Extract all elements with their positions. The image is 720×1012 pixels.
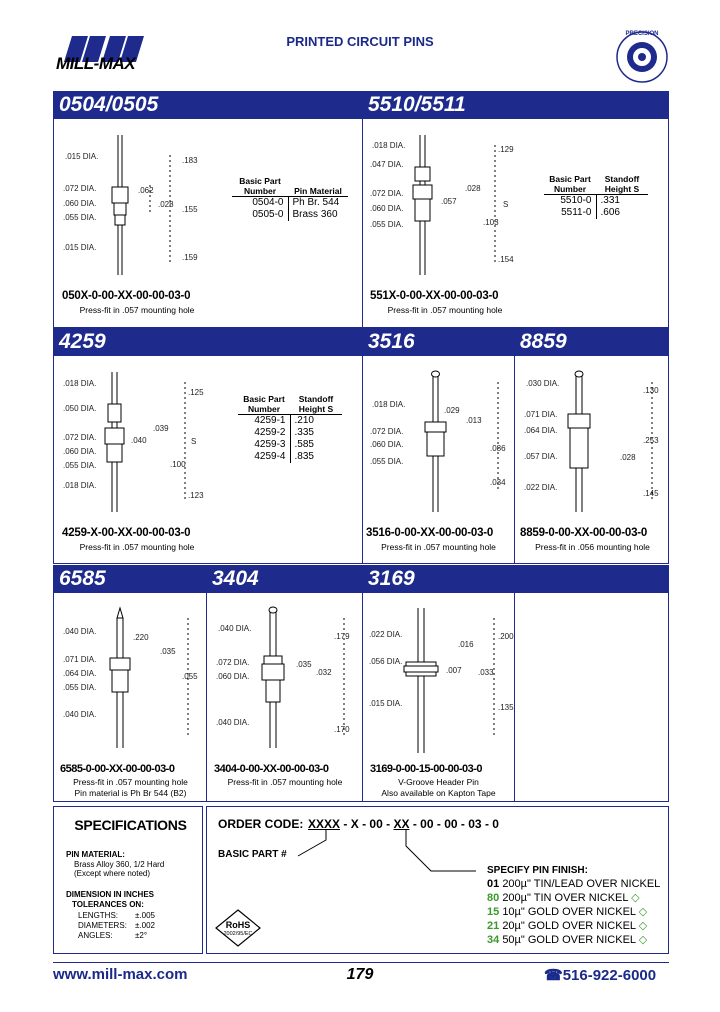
dim-label: .029 xyxy=(444,406,460,415)
dim-label: .034 xyxy=(490,478,506,487)
dim-label: .145 xyxy=(643,489,659,498)
dim-label: .062 xyxy=(138,186,154,195)
value-cell: Brass 360 xyxy=(292,209,338,220)
dim-label: .100 xyxy=(170,460,186,469)
row3-divider xyxy=(362,565,363,802)
dim-label: .040 DIA. xyxy=(218,624,252,633)
pin-material-label: PIN MATERIAL: xyxy=(66,850,125,859)
tolerance-name: ANGLES: xyxy=(78,931,113,940)
dim-label: .072 DIA. xyxy=(63,433,97,442)
dim-label: .055 DIA. xyxy=(370,457,404,466)
code-finish: XX xyxy=(393,817,410,831)
part-cell: 4259-2 xyxy=(238,427,290,439)
dim-label: .072 DIA. xyxy=(63,184,97,193)
finish-code: 01 xyxy=(487,878,500,890)
mounting-note: Press-fit in .057 mounting hole xyxy=(79,542,195,552)
seal-text: PRECISION xyxy=(625,31,659,37)
tolerance-value: ±.005 xyxy=(135,911,155,920)
part-cell: 4259-3 xyxy=(238,439,290,451)
code-sep: - xyxy=(386,817,391,831)
dim-label: .200 xyxy=(498,632,514,641)
mounting-note: Press-fit in .056 mounting hole xyxy=(535,542,650,552)
mounting-note: Press-fit in .057 mounting hole xyxy=(227,777,343,787)
dim-label: .007 xyxy=(446,666,462,675)
dim-label: .123 xyxy=(188,491,204,500)
section-header-3404: 3404 xyxy=(206,565,362,593)
pin-material-line: Brass Alloy 360, 1/2 Hard xyxy=(74,860,165,869)
dim-label: .055 DIA. xyxy=(63,683,97,692)
dim-label: .022 DIA. xyxy=(369,630,403,639)
dim-label: .072 DIA. xyxy=(216,658,250,667)
code-part: 03 xyxy=(468,817,482,831)
header-note: V-Groove Header Pin xyxy=(398,777,479,787)
part-cell: 5510-0 xyxy=(544,195,596,208)
part-number: 4259-X-00-XX-00-00-03-0 xyxy=(62,527,191,539)
section-header-3516: 3516 xyxy=(362,328,514,356)
value-cell: .606 xyxy=(600,207,620,218)
tolerance-value: ±.002 xyxy=(135,921,155,930)
section-header-3169: 3169 xyxy=(362,565,669,593)
part-cell: 4259-4 xyxy=(238,451,290,463)
table-0504 xyxy=(232,176,348,221)
order-code-label: ORDER CODE: xyxy=(218,817,304,831)
kapton-note: Also available on Kapton Tape xyxy=(381,788,496,798)
mounting-note: Press-fit in .057 mounting hole xyxy=(79,305,195,315)
dim-label: .055 DIA. xyxy=(63,461,97,470)
dim-label: .064 DIA. xyxy=(63,669,97,678)
code-part: 0 xyxy=(492,817,499,831)
dim-label: .071 DIA. xyxy=(63,655,97,664)
code-sep: - xyxy=(412,817,417,831)
finish-desc: 50µ" GOLD OVER NICKEL xyxy=(502,934,636,946)
part-number: 050X-0-00-XX-00-00-03-0 xyxy=(62,290,191,302)
dim-label: .040 xyxy=(131,436,147,445)
dim-label: .057 DIA. xyxy=(524,452,558,461)
dim-label: .170 xyxy=(334,725,350,734)
row2-divider xyxy=(514,328,515,564)
finish-row xyxy=(487,877,660,891)
dim-label: .039 xyxy=(153,424,169,433)
finish-row xyxy=(487,905,660,919)
finish-row xyxy=(487,919,660,933)
dim-label: .015 DIA. xyxy=(65,152,99,161)
pin-drawing-3169 xyxy=(368,598,518,758)
section-header-8859: 8859 xyxy=(514,328,669,356)
col-header: Basic Part Number xyxy=(238,394,290,415)
dim-label: .056 DIA. xyxy=(369,657,403,666)
dim-label: .060 DIA. xyxy=(63,199,97,208)
tolerance-name: DIAMETERS: xyxy=(78,921,127,930)
dim-label: .155 xyxy=(182,205,198,214)
dimension-label: DIMENSION IN INCHES xyxy=(66,890,155,899)
value-cell: .585 xyxy=(294,439,314,450)
finish-desc: 200µ" TIN/LEAD OVER NICKEL xyxy=(502,878,661,890)
code-sep: - xyxy=(436,817,441,831)
tolerance-name: LENGTHS: xyxy=(78,911,119,920)
page-title: PRINTED CIRCUIT PINS xyxy=(286,34,434,49)
pin-drawing-3516 xyxy=(368,362,508,512)
dim-label: .028 xyxy=(158,200,174,209)
table-row xyxy=(238,439,342,451)
tolerance-value: ±2° xyxy=(135,931,148,940)
rohs-diamond-icon: ◇ xyxy=(638,934,648,946)
finish-code: 21 xyxy=(487,920,500,932)
table-row xyxy=(232,209,348,221)
footer-rule xyxy=(53,962,669,963)
rohs-diamond-icon: ◇ xyxy=(638,920,648,932)
table-row xyxy=(238,427,342,439)
dim-label: .055 DIA. xyxy=(63,213,97,222)
code-sep: - xyxy=(460,817,465,831)
dim-label: .040 DIA. xyxy=(63,710,97,719)
rohs-sub: 2002/95/EC xyxy=(223,931,253,937)
part-cell: 0504-0 xyxy=(232,197,288,210)
material-note: Pin material is Ph Br 544 (B2) xyxy=(74,788,187,798)
value-cell: Ph Br. 544 xyxy=(292,197,340,208)
col-header: Basic Part Number xyxy=(232,176,288,197)
dim-label: .015 DIA. xyxy=(369,699,403,708)
value-cell: .335 xyxy=(294,427,314,438)
finish-label: SPECIFY PIN FINISH: xyxy=(487,865,588,876)
part-number: 551X-0-00-XX-00-00-03-0 xyxy=(370,290,499,302)
rohs-diamond-icon: ◇ xyxy=(638,906,648,918)
col-header: Basic Part Number xyxy=(544,174,596,195)
rohs-badge xyxy=(214,908,262,948)
dim-label: .040 DIA. xyxy=(216,718,250,727)
dim-label: .013 xyxy=(466,416,482,425)
dim-label: .060 DIA. xyxy=(63,447,97,456)
dim-label: .055 DIA. xyxy=(370,220,404,229)
code-sep: - xyxy=(484,817,489,831)
finish-code: 80 xyxy=(487,892,500,904)
table-5510 xyxy=(544,174,648,219)
part-cell: 0505-0 xyxy=(232,209,288,221)
section-header-0504: 0504/0505 xyxy=(53,91,362,119)
dim-label: .179 xyxy=(334,632,350,641)
code-part: 00 xyxy=(444,817,458,831)
finish-code: 15 xyxy=(487,906,500,918)
dim-label: .050 DIA. xyxy=(63,404,97,413)
logo-text: MILL-MAX xyxy=(56,54,136,73)
code-part: X xyxy=(350,817,359,831)
finish-list xyxy=(487,877,660,947)
part-number: 6585-0-00-XX-00-00-03-0 xyxy=(60,763,175,775)
basic-part-label: BASIC PART # xyxy=(218,849,287,860)
table-row xyxy=(232,197,348,210)
code-basic-part: XXXX xyxy=(308,817,341,831)
phone-icon: ☎ xyxy=(544,967,563,984)
col-header: Standoff Height S xyxy=(596,174,648,195)
dim-label: .055 xyxy=(182,672,198,681)
dim-label: .015 DIA. xyxy=(63,243,97,252)
page-number: 179 xyxy=(346,966,374,983)
table-row xyxy=(238,415,342,428)
dim-label: .032 xyxy=(316,668,332,677)
dim-label: .072 DIA. xyxy=(370,189,404,198)
value-cell: .835 xyxy=(294,451,314,462)
dim-label: .130 xyxy=(643,386,659,395)
phone-number: 516-922-6000 xyxy=(562,967,657,984)
dim-label: .018 DIA. xyxy=(63,481,97,490)
mounting-note: Press-fit in .057 mounting hole xyxy=(387,305,503,315)
finish-desc: 10µ" GOLD OVER NICKEL xyxy=(502,906,636,918)
section-header-6585: 6585 xyxy=(53,565,206,593)
table-row xyxy=(238,451,342,463)
pin-material-line: (Except where noted) xyxy=(74,869,151,878)
section-header-5510: 5510/5511 xyxy=(362,91,669,119)
dim-label: .040 DIA. xyxy=(63,627,97,636)
dim-label: .253 xyxy=(643,436,659,445)
dim-label: .018 DIA. xyxy=(372,141,406,150)
row1-divider xyxy=(362,91,363,328)
dim-label: .071 DIA. xyxy=(524,410,558,419)
table-row xyxy=(544,207,648,219)
value-cell: .210 xyxy=(294,415,314,426)
dim-label: .016 xyxy=(458,640,474,649)
dim-label: .060 DIA. xyxy=(370,204,404,213)
dim-label: .060 DIA. xyxy=(216,672,250,681)
mounting-note: Press-fit in .057 mounting hole xyxy=(73,777,188,787)
dim-label: .220 xyxy=(133,633,149,642)
dim-label: .125 xyxy=(188,388,204,397)
dim-label: .028 xyxy=(620,453,636,462)
table-row xyxy=(544,195,648,208)
footer-phone xyxy=(544,966,656,984)
dim-label: .035 xyxy=(160,647,176,656)
dim-label: .057 xyxy=(441,197,457,206)
rohs-title: RoHS xyxy=(225,920,251,930)
dim-label: .154 xyxy=(498,255,514,264)
dim-label: .060 DIA. xyxy=(370,440,404,449)
dim-label: .030 DIA. xyxy=(526,379,560,388)
mounting-note: Press-fit in .057 mounting hole xyxy=(381,542,496,552)
precision-seal xyxy=(615,30,669,84)
code-sep: - xyxy=(362,817,367,831)
dim-label: .129 xyxy=(498,145,514,154)
dim-label: S xyxy=(191,437,197,446)
col-header: Standoff Height S xyxy=(290,394,342,415)
dim-label: .183 xyxy=(182,156,198,165)
finish-desc: 200µ" TIN OVER NICKEL xyxy=(502,892,629,904)
dim-label: .022 DIA. xyxy=(524,483,558,492)
specifications-title: SPECIFICATIONS xyxy=(74,817,187,833)
section-header-4259: 4259 xyxy=(53,328,362,356)
dim-label: .072 DIA. xyxy=(370,427,404,436)
col-header: Pin Material xyxy=(288,176,348,197)
code-sep: - xyxy=(343,817,348,831)
part-number: 3516-0-00-XX-00-00-03-0 xyxy=(366,527,494,539)
rohs-diamond-icon: ◇ xyxy=(631,892,640,904)
dim-label: .159 xyxy=(182,253,198,262)
part-number: 8859-0-00-XX-00-00-03-0 xyxy=(520,527,648,539)
dim-label: .018 DIA. xyxy=(372,400,406,409)
dim-label: .064 DIA. xyxy=(524,426,558,435)
table-4259 xyxy=(238,394,342,463)
row2-divider xyxy=(362,328,363,564)
dim-label: S xyxy=(503,200,509,209)
dim-label: .135 xyxy=(498,703,514,712)
dim-label: .018 DIA. xyxy=(63,379,97,388)
dim-label: .035 xyxy=(296,660,312,669)
dim-label: .033 xyxy=(478,668,494,677)
finish-row xyxy=(487,933,660,947)
row3-divider xyxy=(206,565,207,802)
dim-label: .103 xyxy=(483,218,499,227)
finish-row xyxy=(487,891,660,905)
dim-label: .028 xyxy=(465,184,481,193)
code-part: 00 xyxy=(369,817,383,831)
tolerances-label: TOLERANCES ON: xyxy=(72,900,144,909)
part-number: 3169-0-00-15-00-00-03-0 xyxy=(370,763,483,775)
code-part: 00 xyxy=(420,817,434,831)
part-number: 3404-0-00-XX-00-00-03-0 xyxy=(214,763,329,775)
dim-label: .086 xyxy=(490,444,506,453)
footer-website[interactable]: www.mill-max.com xyxy=(53,966,188,983)
value-cell: .331 xyxy=(600,195,620,206)
dim-label: .047 DIA. xyxy=(370,160,404,169)
finish-desc: 20µ" GOLD OVER NICKEL xyxy=(502,920,636,932)
part-cell: 4259-1 xyxy=(238,415,290,428)
finish-code: 34 xyxy=(487,934,500,946)
part-cell: 5511-0 xyxy=(544,207,596,219)
